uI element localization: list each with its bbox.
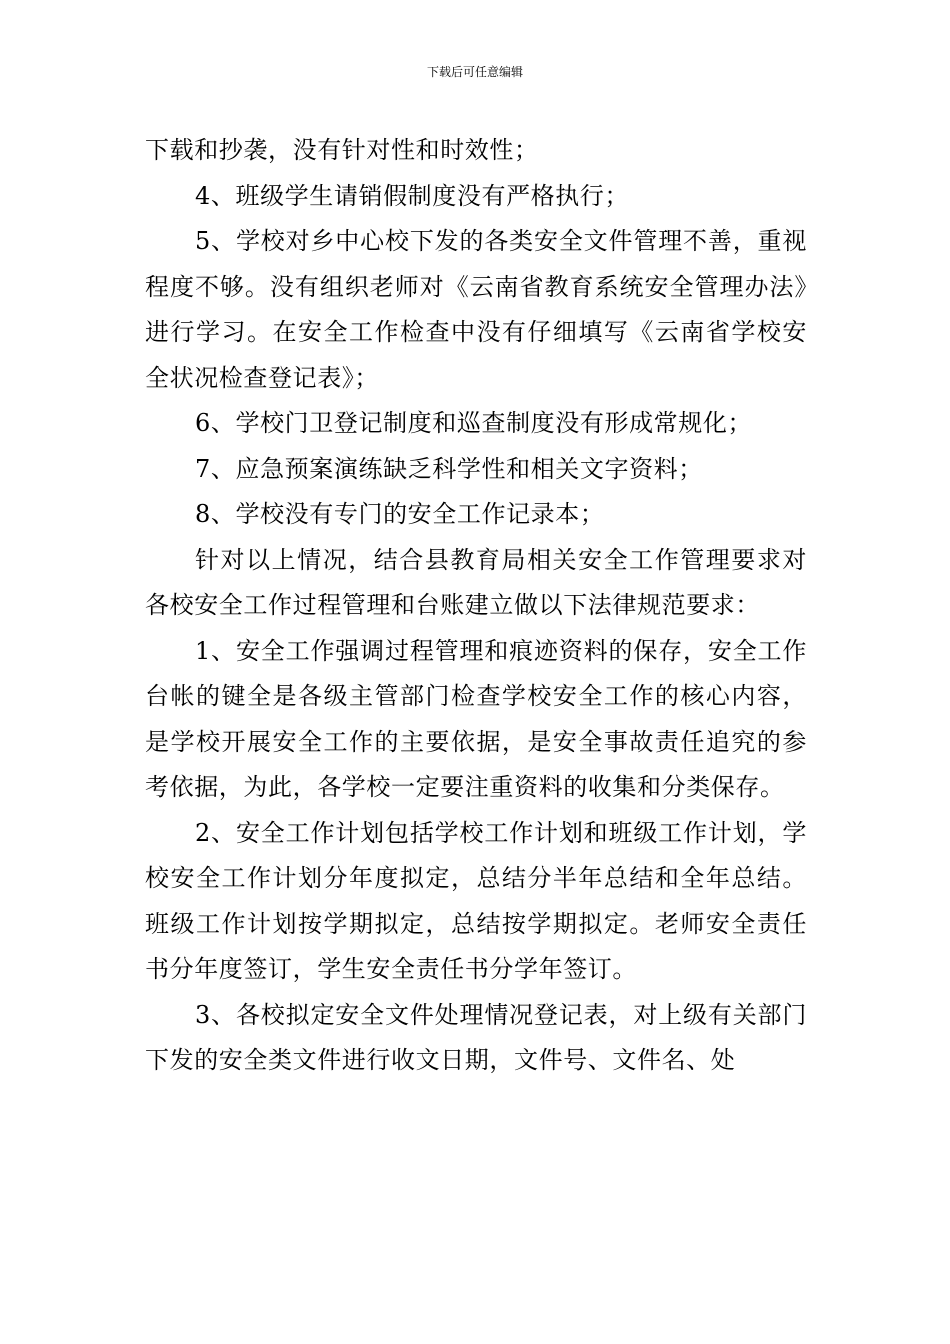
paragraph: 下载和抄袭，没有针对性和时效性； xyxy=(145,136,539,164)
document-body xyxy=(145,128,807,1084)
page-header-note: 下载后可任意编辑 xyxy=(426,65,523,79)
paragraph: 3、各校拟定安全文件处理情况登记表，对上级有关部门下发的安全类文件进行收文日期，文件号、文件名、处 xyxy=(145,1000,807,1074)
paragraph: 4、班级学生请销假制度没有严格执行； xyxy=(195,181,630,210)
paragraph: 针对以上情况，结合县教育局相关安全工作管理要求对各校安全工作过程管理和台账建立做以下法律规范要求： xyxy=(145,545,807,619)
paragraph: 6、学校门卫登记制度和巡查制度没有形成常规化； xyxy=(195,409,753,437)
paragraph: 2、安全工作计划包括学校工作计划和班级工作计划，学校安全工作计划分年度拟定，总结分半年总结和全年总结。班级工作计划按学期拟定，总结按学期拟定。老师安全责任书分年度签订，学生安全责任书分学年签订。 xyxy=(145,818,807,983)
paragraph: 7、应急预案演练缺乏科学性和相关文字资料； xyxy=(195,454,703,483)
paragraph: 1、安全工作强调过程管理和痕迹资料的保存，安全工作台帐的键全是各级主管部门检查学校安全工作的核心内容，是学校开展安全工作的主要依据，是安全事故责任追究的参考依据，为此，各学校一定要注重资料的收集和分类保存。 xyxy=(145,636,807,801)
paragraph: 8、学校没有专门的安全工作记录本； xyxy=(195,500,605,528)
paragraph: 5、学校对乡中心校下发的各类安全文件管理不善，重视程度不够。没有组织老师对《云南省教育系统安全管理办法》进行学习。在安全工作检查中没有仔细填写《云南省学校安全状况检查登记表》； xyxy=(145,227,807,392)
